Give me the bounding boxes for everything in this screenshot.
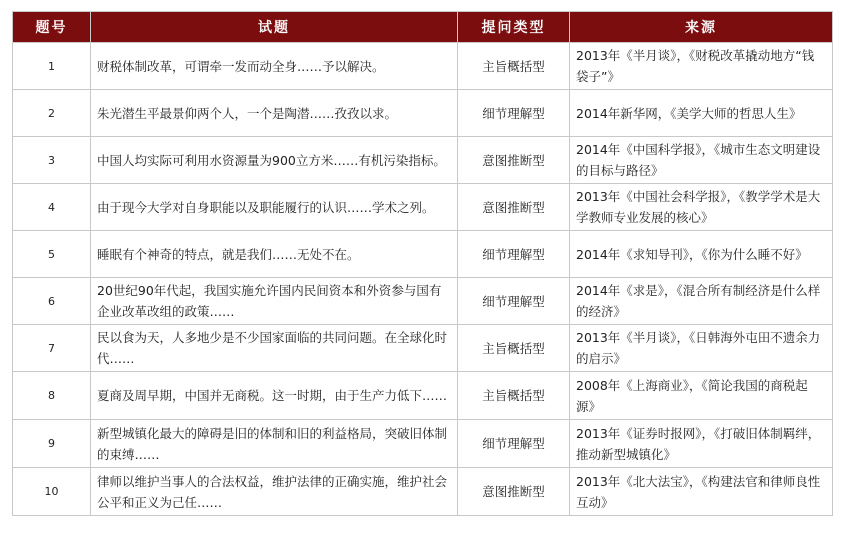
header-question: 试题 xyxy=(91,12,458,43)
header-type: 提问类型 xyxy=(458,12,570,43)
cell-question: 由于现今大学对自身职能以及职能履行的认识……学术之列。 xyxy=(91,184,458,231)
cell-source: 2013年《半月谈》，《日韩海外屯田不遗余力的启示》 xyxy=(570,325,833,372)
cell-number: 7 xyxy=(13,325,91,372)
table-row xyxy=(13,137,833,184)
cell-number: 2 xyxy=(13,90,91,137)
cell-source: 2014年新华网，《美学大师的哲思人生》 xyxy=(570,90,833,137)
cell-type: 细节理解型 xyxy=(458,231,570,278)
cell-source: 2013年《半月谈》，《财税改革撬动地方“钱袋子”》 xyxy=(570,43,833,90)
cell-number: 8 xyxy=(13,372,91,420)
header-source: 来源 xyxy=(570,12,833,43)
cell-type: 细节理解型 xyxy=(458,278,570,325)
cell-question: 新型城镇化最大的障碍是旧的体制和旧的利益格局，突破旧体制的束缚…… xyxy=(91,420,458,468)
table-row xyxy=(13,231,833,278)
table-row xyxy=(13,278,833,325)
cell-number: 6 xyxy=(13,278,91,325)
table-row xyxy=(13,43,833,90)
cell-type: 意图推断型 xyxy=(458,184,570,231)
table-row xyxy=(13,420,833,468)
cell-type: 主旨概括型 xyxy=(458,372,570,420)
cell-question: 中国人均实际可利用水资源量为900立方米……有机污染指标。 xyxy=(91,137,458,184)
cell-question: 朱光潜生平最景仰两个人，一个是陶潜……孜孜以求。 xyxy=(91,90,458,137)
cell-number: 9 xyxy=(13,420,91,468)
table-row xyxy=(13,372,833,420)
table-row xyxy=(13,468,833,516)
cell-question: 律师以维护当事人的合法权益，维护法律的正确实施，维护社会公平和正义为己任…… xyxy=(91,468,458,516)
cell-type: 意图推断型 xyxy=(458,137,570,184)
cell-question: 睡眠有个神奇的特点，就是我们……无处不在。 xyxy=(91,231,458,278)
table-container xyxy=(12,11,833,516)
cell-question: 财税体制改革，可谓牵一发而动全身……予以解决。 xyxy=(91,43,458,90)
question-source-table xyxy=(12,11,833,516)
cell-type: 主旨概括型 xyxy=(458,43,570,90)
cell-type: 意图推断型 xyxy=(458,468,570,516)
cell-number: 4 xyxy=(13,184,91,231)
cell-question: 20世纪90年代起，我国实施允许国内民间资本和外资参与国有企业改革改组的政策…… xyxy=(91,278,458,325)
cell-type: 主旨概括型 xyxy=(458,325,570,372)
cell-question: 民以食为天，人多地少是不少国家面临的共同问题。在全球化时代…… xyxy=(91,325,458,372)
header-number: 题号 xyxy=(13,12,91,43)
cell-number: 5 xyxy=(13,231,91,278)
cell-type: 细节理解型 xyxy=(458,90,570,137)
cell-source: 2008年《上海商业》，《简论我国的商税起源》 xyxy=(570,372,833,420)
cell-number: 3 xyxy=(13,137,91,184)
cell-question: 夏商及周早期，中国并无商税。这一时期，由于生产力低下…… xyxy=(91,372,458,420)
table-row xyxy=(13,184,833,231)
cell-type: 细节理解型 xyxy=(458,420,570,468)
cell-number: 10 xyxy=(13,468,91,516)
cell-source: 2013年《北大法宝》，《构建法官和律师良性互动》 xyxy=(570,468,833,516)
table-row xyxy=(13,90,833,137)
cell-source: 2013年《证券时报网》，《打破旧体制羁绊，推动新型城镇化》 xyxy=(570,420,833,468)
table-row xyxy=(13,325,833,372)
cell-source: 2013年《中国社会科学报》，《教学学术是大学教师专业发展的核心》 xyxy=(570,184,833,231)
cell-source: 2014年《中国科学报》，《城市生态文明建设的目标与路径》 xyxy=(570,137,833,184)
cell-source: 2014年《求是》，《混合所有制经济是什么样的经济》 xyxy=(570,278,833,325)
cell-number: 1 xyxy=(13,43,91,90)
cell-source: 2014年《求知导刊》，《你为什么睡不好》 xyxy=(570,231,833,278)
header-row xyxy=(13,12,833,43)
